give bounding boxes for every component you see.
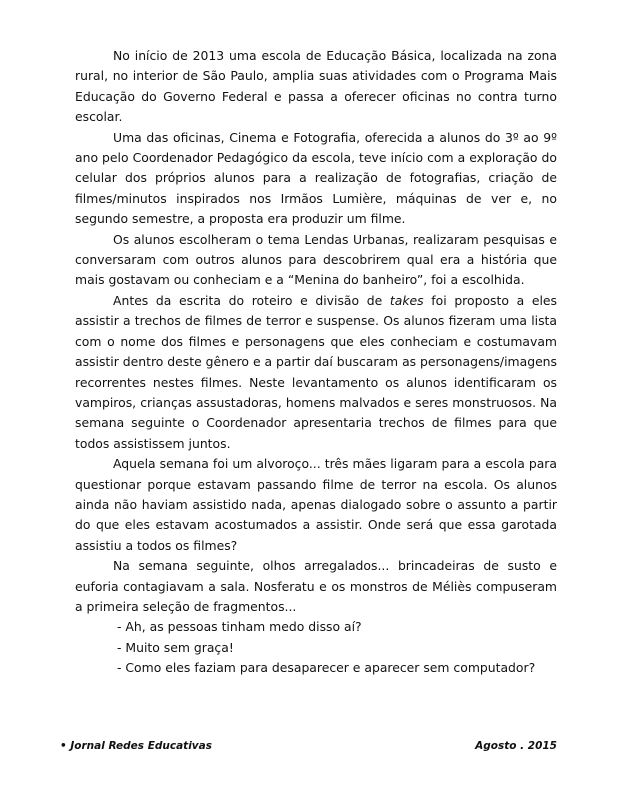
footer-date: Agosto . 2015	[475, 740, 557, 752]
footer-journal-name: • Jornal Redes Educativas	[60, 740, 212, 752]
paragraph-4-italic-takes: takes	[389, 292, 424, 308]
paragraph-4-part-1: Antes da escrita do roteiro e divisão de	[113, 292, 390, 308]
article-body	[75, 46, 557, 679]
page-footer	[60, 740, 557, 752]
paragraph-4	[75, 291, 557, 454]
paragraph-2: Uma das oficinas, Cinema e Fotografia, oferecida a alunos do 3º ao 9º ano pelo Coordenador Pedagógico da escola, teve início com a exploração do celular dos próprios alunos para a realização de fotografias, criação de filmes/minutos inspirados nos Irmãos Lumière, máquinas de ver e, no segundo semestre, a proposta era produzir um filme.	[75, 129, 557, 227]
dialogue-line-3: - Como eles faziam para desaparecer e aparecer sem computador?	[117, 660, 536, 676]
paragraph-1: No início de 2013 uma escola de Educação Básica, localizada na zona rural, no interior de São Paulo, amplia suas atividades com o Programa Mais Educação do Governo Federal e passa a oferecer oficinas no contra turno escolar.	[75, 48, 557, 125]
dialogue-line-2: - Muito sem graça!	[117, 639, 234, 655]
paragraph-5: Aquela semana foi um alvoroço... três mães ligaram para a escola para questionar porque estavam passando filme de terror na escola. Os alunos ainda não haviam assistido nada, apenas dialogado sobre o assunto a partir do que eles estavam acostumados a assistir. Onde será que essa garotada assistiu a todos os filmes?	[75, 456, 557, 553]
paragraph-3: Os alunos escolheram o tema Lendas Urbanas, realizaram pesquisas e conversaram com outros alunos para descobrirem qual era a história que mais gostavam ou conheciam e a “Menina do banheiro”, foi a escolhida.	[75, 231, 557, 288]
dialogue-line-1: - Ah, as pessoas tinham medo disso aí?	[117, 619, 362, 635]
paragraph-6: Na semana seguinte, olhos arregalados... brincadeiras de susto e euforia contagiavam a sala. Nosferatu e os monstros de Méliès compuseram a primeira seleção de fragmentos...	[75, 558, 557, 614]
paragraph-4-part-2: foi proposto a eles assistir a trechos de filmes de terror e suspense. Os alunos fizeram uma lista com o nome dos filmes e personagens que eles conheciam e costumavam assistir dentro deste gênero e a partir daí buscaram as personagens/imagens recorrentes nestes filmes. Neste levantamento os alunos identificaram os vampiros, crianças assustadoras, homens malvados e seres monstruosos. Na semana seguinte o Coordenador apresentaria trechos de filmes para que todos assistissem juntos.	[75, 292, 557, 451]
